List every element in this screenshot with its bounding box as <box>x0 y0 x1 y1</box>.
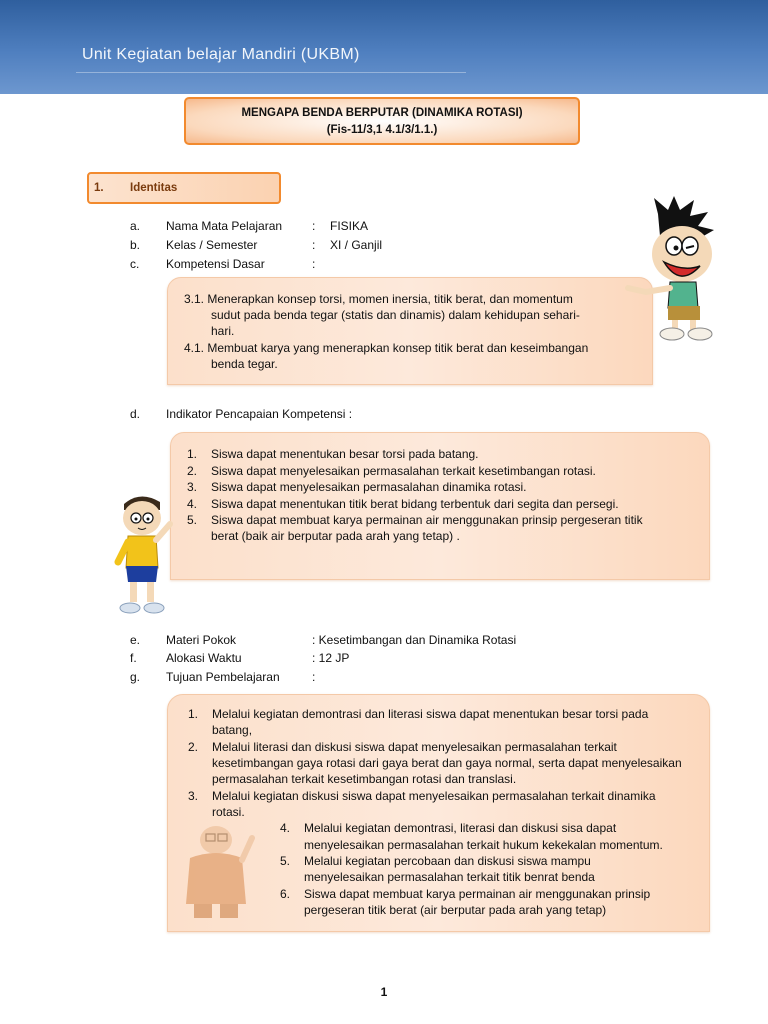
kd-line: 4.1. Membuat karya yang menerapkan konsep titik berat dan keseimbangan <box>184 341 589 355</box>
row-value: FISIKA <box>330 219 369 233</box>
header-divider <box>76 72 466 73</box>
row-letter: b. <box>130 238 141 252</box>
list-item: menyelesaikan permasalahan terkait titik benrat benda <box>304 870 595 884</box>
page-number: 1 <box>380 985 388 999</box>
list-item: menyelesaikan permasalahan terkait hukum kekekalan momentum. <box>304 838 663 852</box>
item-number: 5. <box>187 513 198 527</box>
document-code: (Fis-11/3,1 4.1/3/1.1.) <box>326 124 438 136</box>
item-text: Siswa dapat menentukan titik berat bidang terbentuk dari segita dan persegi. <box>211 497 619 511</box>
kd-line: 3.1. Menerapkan konsep torsi, momen inersia, titik berat, dan momentum <box>184 292 573 306</box>
row-label: Tujuan Pembelajaran <box>166 670 280 684</box>
row-letter: g. <box>130 670 141 684</box>
list-item: Siswa dapat membuat karya permainan air menggunakan prinsip <box>304 887 651 901</box>
row-letter: c. <box>130 257 140 271</box>
section-number: 1. <box>94 182 104 194</box>
row-label: Kelas / Semester <box>166 238 258 252</box>
row-label: Kompetensi Dasar <box>166 257 265 271</box>
row-colon: : <box>312 238 316 252</box>
item-text: Siswa dapat membuat karya permainan air menggunakan prinsip pergeseran titik <box>211 513 643 527</box>
section-heading-identitas <box>87 172 281 204</box>
row-colon: : <box>312 257 316 271</box>
item-text: Siswa dapat menentukan besar torsi pada batang. <box>211 447 479 461</box>
row-letter: d. <box>130 407 141 421</box>
section-label: Identitas <box>130 182 178 194</box>
kd-line: benda tegar. <box>211 357 278 371</box>
list-item: Melalui kegiatan percobaan dan diskusi siswa mampu <box>304 854 591 868</box>
cartoon-teacher-illustration <box>180 820 260 924</box>
row-label: Materi Pokok <box>166 633 237 647</box>
list-number: 3. <box>188 789 199 803</box>
list-number: 1. <box>188 707 199 721</box>
cartoon-boy-waving-illustration <box>110 494 184 620</box>
list-item: pergeseran titik berat (air berputar pada arah yang tetap) <box>304 903 607 917</box>
list-number: 2. <box>188 740 199 754</box>
list-item-continuation: berat (baik air berputar pada arah yang tetap) . <box>211 529 460 543</box>
kd-line: sudut pada benda tegar (statis dan dinamis) dalam kehidupan sehari- <box>211 308 580 322</box>
list-item: permasalahan terkait kesetimbangan rotasi dan translasi. <box>212 772 517 786</box>
item-text: Siswa dapat menyelesaikan permasalahan terkait kesetimbangan rotasi. <box>211 464 596 478</box>
row-label: Indikator Pencapaian Kompetensi : <box>166 407 353 421</box>
row-value: : <box>312 670 316 684</box>
list-item: Melalui literasi dan diskusi siswa dapat menyelesaikan permasalahan terkait <box>212 740 617 754</box>
row-letter: a. <box>130 219 141 233</box>
document-title-box <box>184 97 580 145</box>
row-colon: : <box>312 219 316 233</box>
list-number: 5. <box>280 854 291 868</box>
list-number: 4. <box>280 821 291 835</box>
row-value: : 12 JP <box>312 651 350 665</box>
document-title: MENGAPA BENDA BERPUTAR (DINAMIKA ROTASI) <box>241 107 523 119</box>
kd-line: hari. <box>211 324 235 338</box>
row-value: XI / Ganjil <box>330 238 383 252</box>
item-number: 3. <box>187 480 198 494</box>
list-item: Melalui kegiatan diskusi siswa dapat menyelesaikan permasalahan terkait dinamika <box>212 789 656 803</box>
row-value: : Kesetimbangan dan Dinamika Rotasi <box>312 633 517 647</box>
item-number: 4. <box>187 497 198 511</box>
row-letter: f. <box>130 651 137 665</box>
item-text: Siswa dapat menyelesaikan permasalahan dinamika rotasi. <box>211 480 527 494</box>
row-label: Alokasi Waktu <box>166 651 242 665</box>
header-title: Unit Kegiatan belajar Mandiri (UKBM) <box>82 46 360 63</box>
row-label: Nama Mata Pelajaran <box>166 219 283 233</box>
list-item: kesetimbangan gaya rotasi dari gaya berat dan gaya normal, serta dapat menyelesaikan <box>212 756 682 770</box>
item-number: 2. <box>187 464 198 478</box>
item-number: 1. <box>187 447 198 461</box>
list-item: Melalui kegiatan demontrasi dan literasi siswa dapat menentukan besar torsi pada <box>212 707 649 721</box>
row-letter: e. <box>130 633 141 647</box>
list-item: Melalui kegiatan demontrasi, literasi dan diskusi sisa dapat <box>304 821 617 835</box>
list-item: rotasi. <box>212 805 245 819</box>
list-item: batang, <box>212 723 253 737</box>
cartoon-boy-pointing-illustration <box>620 196 730 344</box>
list-number: 6. <box>280 887 291 901</box>
